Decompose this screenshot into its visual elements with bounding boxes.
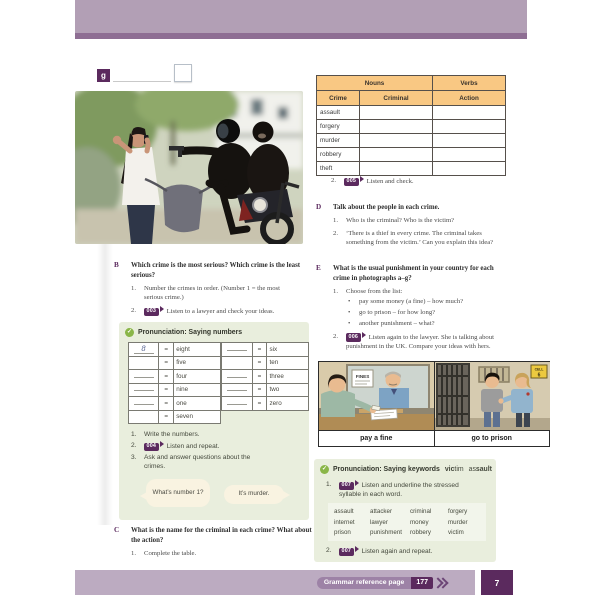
listen-text: Listen and check. <box>366 178 414 185</box>
pronunciation-icon: ✓ <box>126 329 133 335</box>
page-number: 7 <box>481 570 513 595</box>
table-row: = seven <box>129 410 221 424</box>
top-banner-strip <box>75 33 527 39</box>
grammar-reference-link[interactable] <box>317 577 447 589</box>
keywords-item-2: 2. 007 Listen again and repeat. <box>326 547 433 556</box>
section-e-item-1: 1. Choose from the list: <box>333 288 403 296</box>
crime-table-header-verbs: Verbs <box>433 76 506 91</box>
list-item: • go to prison – for how long? <box>348 309 436 317</box>
play-icon <box>160 306 164 312</box>
section-c-item-1: 1. Complete the table. <box>131 550 197 558</box>
empty-cell[interactable] <box>360 148 433 162</box>
play-icon <box>360 176 364 182</box>
section-b-item-1: 1. Number the crimes in order. (Number 1 = the most serious crime.) <box>131 285 281 302</box>
crime-table-header-nouns: Nouns <box>317 76 433 91</box>
section-letter-d: D <box>316 203 322 211</box>
keywords-word-box <box>328 503 486 541</box>
keywords-item-1: 1. 007 Listen and underline the stressed syllable in each word. <box>326 481 459 499</box>
empty-cell[interactable] <box>360 134 433 148</box>
section-d-item-2: 2. ‘There is a thief in every crime. The criminal takes something from the victim.’ Can you explain this idea? <box>333 230 494 247</box>
numbers-table-left <box>128 342 221 424</box>
empty-cell[interactable] <box>360 162 433 176</box>
bullet-icon: • <box>348 298 351 306</box>
answer-blank-line <box>113 69 171 82</box>
empty-cell[interactable] <box>360 106 433 120</box>
grammar-reference-page-number: 177 <box>411 577 433 589</box>
section-letter-b: B <box>114 261 119 269</box>
pronunciation-keywords-title: ✓ Pronunciation: Saying keywords victim assault <box>321 466 492 473</box>
listen-and-check-item: 2. 005 Listen and check. <box>331 177 414 185</box>
table-row: = ten <box>222 356 309 370</box>
table-row: forgery <box>317 120 506 134</box>
speech-bubble-question: What’s number 1? <box>146 479 210 507</box>
table-row: = four <box>129 370 221 384</box>
table-row: = five <box>129 356 221 370</box>
bullet-icon: • <box>348 319 351 327</box>
table-row: assault <box>317 106 506 120</box>
table-row: = six <box>222 343 309 357</box>
section-b <box>114 261 310 316</box>
section-c <box>114 526 324 558</box>
crime-table <box>316 75 506 176</box>
answer-blank[interactable] <box>134 377 154 378</box>
keyword: forgery <box>448 508 468 516</box>
section-b-heading: Which crime is the most serious? Which crime is the least serious? <box>131 262 301 279</box>
table-row: = two <box>222 383 309 397</box>
svg-text:FINES: FINES <box>355 374 370 379</box>
svg-text:CELL: CELL <box>534 367 544 372</box>
answer-checkbox[interactable] <box>174 64 192 82</box>
section-e-item-2: 2. 006 Listen again to the lawyer. She is talking about punishment in the UK. Compare your ideas with hers. <box>333 332 494 351</box>
section-letter-e: E <box>316 264 321 272</box>
section-d <box>316 203 502 248</box>
table-row: murder <box>317 134 506 148</box>
play-icon <box>160 441 164 447</box>
answer-blank[interactable] <box>227 377 247 378</box>
keyword-example-assault: assault <box>468 466 492 473</box>
empty-cell[interactable] <box>433 120 506 134</box>
section-e <box>316 264 504 351</box>
table-row: robbery <box>317 148 506 162</box>
cartoon-go-to-prison <box>435 362 550 430</box>
table-row: = one <box>129 397 221 411</box>
keyword: internet <box>334 518 355 526</box>
keyword: robbery <box>410 529 431 537</box>
audio-track-badge: 007 <box>339 482 354 490</box>
table-row: = nine <box>129 383 221 397</box>
section-b-item-2: 2. 003 Listen to a lawyer and check your ideas. <box>131 307 275 316</box>
answer-blank[interactable] <box>227 404 247 405</box>
caption-go-to-prison: go to prison <box>471 435 512 442</box>
pronunciation-keywords-box <box>314 459 496 562</box>
numbers-item-2: 2. 004 Listen and repeat. <box>131 442 220 451</box>
section-c-heading: What is the name for the criminal in each crime? What about the action? <box>131 527 312 544</box>
table-row: 8 = eight <box>129 343 221 357</box>
audio-track-badge: 004 <box>144 443 159 451</box>
crime-table-col-header-row: Crime Criminal Action <box>317 91 506 106</box>
crime-photo-robbery <box>75 91 303 244</box>
caption-pay-a-fine: pay a fine <box>319 431 435 446</box>
play-icon <box>355 546 359 552</box>
numbers-matching-tables <box>128 342 309 424</box>
photo-label-g: g <box>97 69 110 82</box>
empty-cell[interactable] <box>433 162 506 176</box>
empty-cell[interactable] <box>360 120 433 134</box>
empty-cell[interactable] <box>433 148 506 162</box>
audio-track-badge: 007 <box>339 548 354 556</box>
keyword: prison <box>334 529 351 537</box>
pronunciation-icon: ✓ <box>321 466 328 472</box>
table-row: theft <box>317 162 506 176</box>
punishment-cartoons <box>318 361 550 447</box>
empty-cell[interactable] <box>433 134 506 148</box>
answer-blank[interactable] <box>227 350 247 351</box>
numbers-item-1: 1. Write the numbers. <box>131 431 200 438</box>
keyword: attacker <box>370 508 393 516</box>
chevron-right-icon <box>435 579 447 587</box>
audio-track-badge: 003 <box>144 308 159 316</box>
table-row: = zero <box>222 397 309 411</box>
numbers-item-3: 3. Ask and answer questions about the crimes. <box>131 454 251 471</box>
keyword: punishment <box>370 529 402 537</box>
answer-blank[interactable] <box>134 404 154 405</box>
section-d-heading: Talk about the people in each crime. <box>333 204 440 211</box>
keyword-example-victim: victim <box>444 466 464 473</box>
audio-track-badge: 005 <box>344 178 359 186</box>
keyword: money <box>410 518 429 526</box>
answer-blank[interactable] <box>227 390 247 391</box>
play-icon <box>362 332 366 338</box>
keyword: victim <box>448 529 464 537</box>
section-letter-c: C <box>114 526 120 534</box>
speech-bubble-answer: It’s murder. <box>224 485 284 504</box>
keyword: assault <box>334 508 354 516</box>
section-d-item-1: 1. Who is the criminal? Who is the victim? <box>333 217 455 225</box>
cartoon-pay-a-fine <box>319 362 435 430</box>
answer-blank[interactable] <box>134 390 154 391</box>
answer-blank[interactable]: 8 <box>134 345 154 354</box>
empty-cell[interactable] <box>433 106 506 120</box>
keyword: murder <box>448 518 468 526</box>
crime-table-group-header-row <box>317 76 506 91</box>
audio-track-badge: 006 <box>346 333 361 341</box>
list-item: • pay some money (a fine) – how much? <box>348 298 464 306</box>
bullet-icon: • <box>348 309 351 317</box>
keyword: lawyer <box>370 518 388 526</box>
list-item: • another punishment – what? <box>348 319 435 327</box>
top-banner <box>75 0 527 33</box>
keyword: criminal <box>410 508 432 516</box>
grammar-reference-label: Grammar reference page <box>317 577 411 589</box>
play-icon <box>355 480 359 486</box>
footer-bar <box>75 570 475 595</box>
svg-text:6: 6 <box>537 372 541 379</box>
numbers-table-right <box>221 342 309 411</box>
table-row: = three <box>222 370 309 384</box>
pronunciation-numbers-title: ✓ Pronunciation: Saying numbers <box>126 329 243 336</box>
section-e-heading: What is the usual punishment in your country for each crime in photographs a–g? <box>333 265 494 282</box>
